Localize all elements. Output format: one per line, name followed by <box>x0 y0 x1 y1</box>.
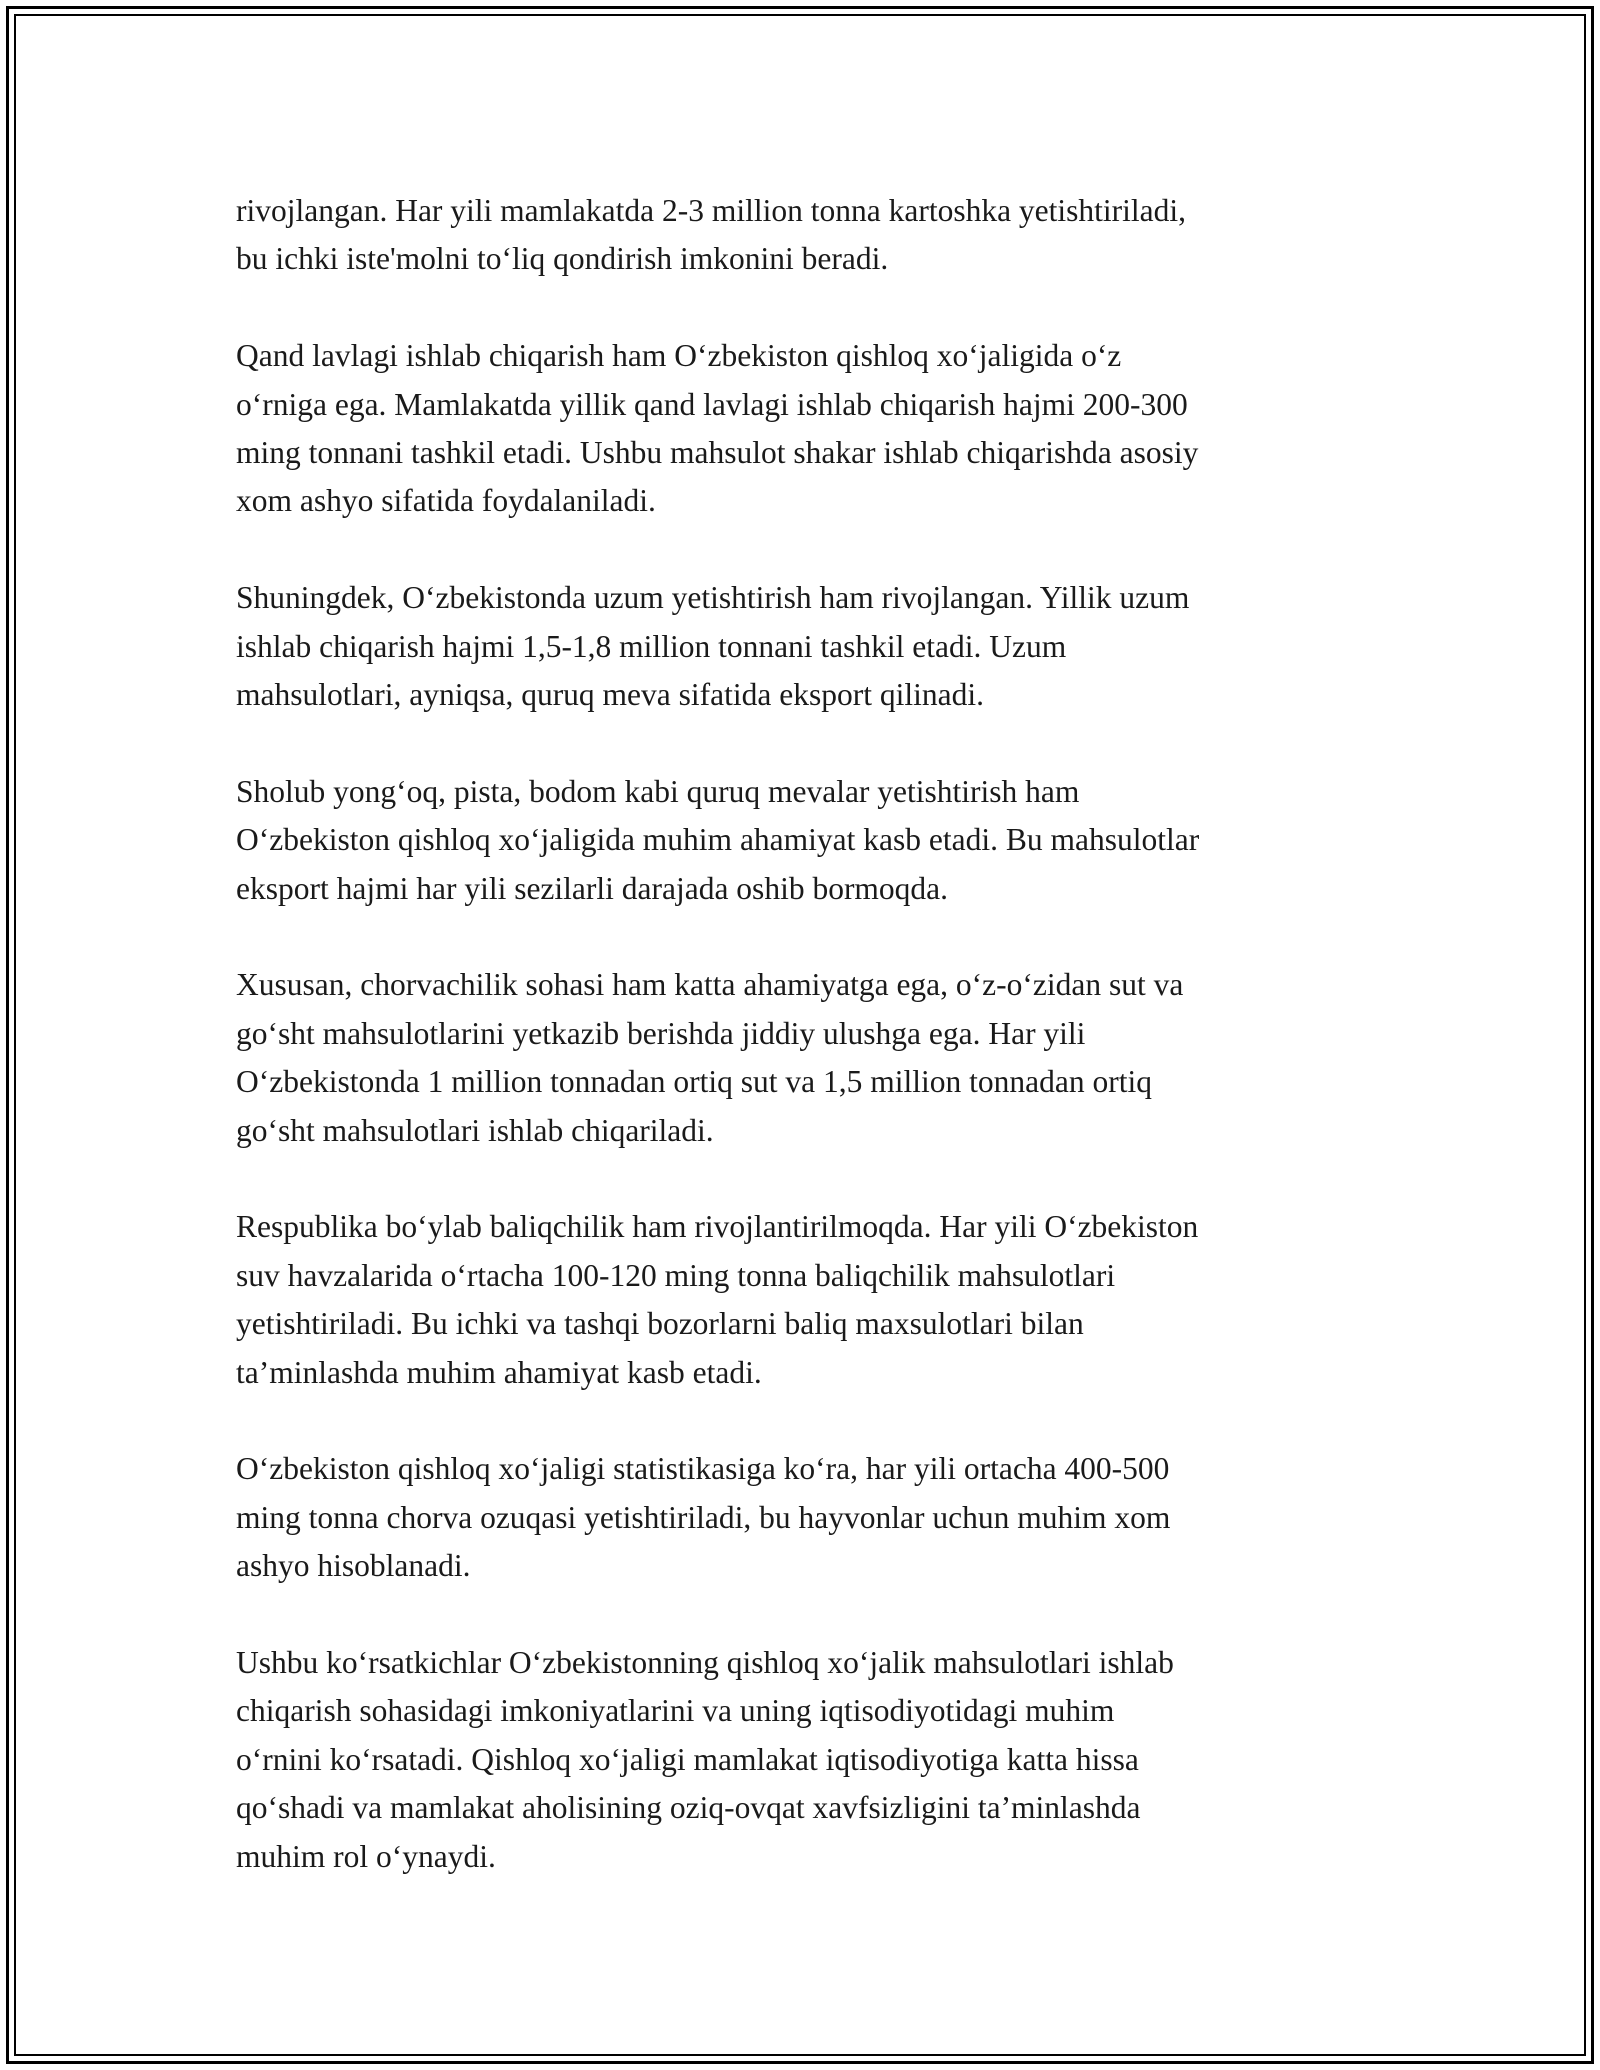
text-line: ishlab chiqarish hajmi 1,5-1,8 million tonnani tashkil etadi. Uzum <box>236 628 1067 664</box>
text-line: chiqarish sohasidagi imkoniyatlarini va uning iqtisodiyotidagi muhim <box>236 1693 1115 1729</box>
paragraph-fishery <box>236 1203 1366 1397</box>
text-line: ashyo hisoblanadi. <box>236 1548 471 1584</box>
text-line: ming tonna chorva ozuqasi yetishtiriladi, bu hayvonlar uchun muhim xom <box>236 1499 1171 1535</box>
text-line: yetishtiriladi. Bu ichki va tashqi bozorlarni baliq maxsulotlari bilan <box>236 1306 1084 1342</box>
paragraph-potato <box>236 187 1366 284</box>
paragraph-conclusion <box>236 1639 1366 1881</box>
text-line: Respublika bo‘ylab baliqchilik ham rivojlantirilmoqda. Har yili O‘zbekiston <box>236 1209 1199 1245</box>
text-line: go‘sht mahsulotlari ishlab chiqariladi. <box>236 1112 714 1148</box>
text-line: Sholub yong‘oq, pista, bodom kabi quruq mevalar yetishtirish ham <box>236 773 1080 809</box>
paragraph-dried-fruits <box>236 768 1366 913</box>
paragraph-grapes <box>236 574 1366 719</box>
text-line: qo‘shadi va mamlakat aholisining oziq-ovqat xavfsizligini ta’minlashda <box>236 1790 1141 1826</box>
text-line: O‘zbekistonda 1 million tonnadan ortiq sut va 1,5 million tonnadan ortiq <box>236 1064 1152 1100</box>
text-line: Shuningdek, O‘zbekistonda uzum yetishtirish ham rivojlangan. Yillik uzum <box>236 580 1190 616</box>
text-line: xom ashyo sifatida foydalaniladi. <box>236 483 656 519</box>
text-line: Xususan, chorvachilik sohasi ham katta ahamiyatga ega, o‘z-o‘zidan sut va <box>236 967 1184 1003</box>
text-line: o‘rnini ko‘rsatadi. Qishloq xo‘jaligi mamlakat iqtisodiyotiga katta hissa <box>236 1741 1139 1777</box>
text-line: Qand lavlagi ishlab chiqarish ham O‘zbekiston qishloq xo‘jaligida o‘z <box>236 338 1122 374</box>
text-line: ta’minlashda muhim ahamiyat kasb etadi. <box>236 1354 762 1390</box>
text-line: Ushbu ko‘rsatkichlar O‘zbekistonning qishloq xo‘jalik mahsulotlari ishlab <box>236 1645 1174 1681</box>
text-line: go‘sht mahsulotlarini yetkazib berishda jiddiy ulushga ega. Har yili <box>236 1015 1086 1051</box>
document-body <box>236 187 1366 1881</box>
paragraph-livestock <box>236 961 1366 1155</box>
text-line: mahsulotlari, ayniqsa, quruq meva sifatida eksport qilinadi. <box>236 677 984 713</box>
text-line: suv havzalarida o‘rtacha 100-120 ming tonna baliqchilik mahsulotlari <box>236 1257 1116 1293</box>
paragraph-fodder <box>236 1445 1366 1590</box>
text-line: o‘rniga ega. Mamlakatda yillik qand lavlagi ishlab chiqarish hajmi 200-300 <box>236 386 1188 422</box>
text-line: bu ichki iste'molni to‘liq qondirish imkonini beradi. <box>236 241 889 277</box>
text-line: eksport hajmi har yili sezilarli darajada oshib bormoqda. <box>236 870 949 906</box>
paragraph-sugar-beet <box>236 332 1366 526</box>
text-line: O‘zbekiston qishloq xo‘jaligi statistikasiga ko‘ra, har yili ortacha 400-500 <box>236 1451 1170 1487</box>
text-line: muhim rol o‘ynaydi. <box>236 1838 496 1874</box>
text-line: ming tonnani tashkil etadi. Ushbu mahsulot shakar ishlab chiqarishda asosiy <box>236 435 1199 471</box>
text-line: rivojlangan. Har yili mamlakatda 2-3 million tonna kartoshka yetishtiriladi, <box>236 193 1187 228</box>
text-line: O‘zbekiston qishloq xo‘jaligida muhim ahamiyat kasb etadi. Bu mahsulotlar <box>236 822 1200 858</box>
